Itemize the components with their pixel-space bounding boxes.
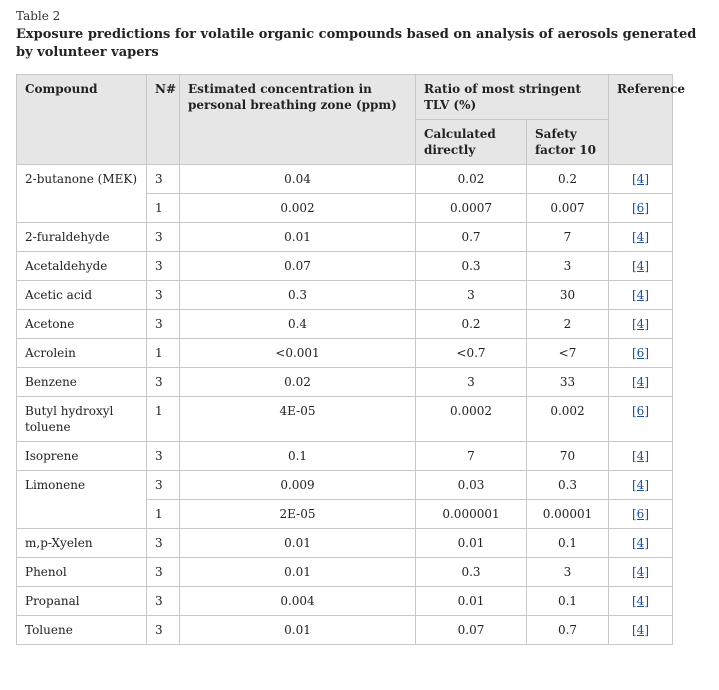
cell-compound: Isoprene xyxy=(17,442,147,471)
cell-reference xyxy=(609,339,673,368)
cell-concentration: 2E-05 xyxy=(180,500,416,529)
cell-reference xyxy=(609,529,673,558)
reference-link[interactable]: [4] xyxy=(632,172,649,186)
cell-n: 1 xyxy=(147,397,180,442)
cell-compound: 2-furaldehyde xyxy=(17,223,147,252)
table-row xyxy=(17,339,673,368)
cell-compound: Limonene xyxy=(17,471,147,529)
cell-reference xyxy=(609,616,673,645)
cell-reference xyxy=(609,252,673,281)
table-row xyxy=(17,587,673,616)
cell-reference xyxy=(609,471,673,500)
cell-safety-factor: <7 xyxy=(527,339,609,368)
cell-concentration: 0.1 xyxy=(180,442,416,471)
reference-link[interactable]: [4] xyxy=(632,230,649,244)
cell-concentration: 4E-05 xyxy=(180,397,416,442)
reference-link[interactable]: [4] xyxy=(632,623,649,637)
table-row xyxy=(17,368,673,397)
cell-concentration: 0.004 xyxy=(180,587,416,616)
table-row xyxy=(17,281,673,310)
cell-calculated-directly: 0.03 xyxy=(416,471,527,500)
table-row xyxy=(17,442,673,471)
cell-reference xyxy=(609,368,673,397)
cell-safety-factor: 0.2 xyxy=(527,165,609,194)
cell-safety-factor: 0.3 xyxy=(527,471,609,500)
cell-calculated-directly: 0.07 xyxy=(416,616,527,645)
cell-compound: Butyl hydroxyl toluene xyxy=(17,397,147,442)
cell-concentration: 0.01 xyxy=(180,558,416,587)
cell-compound: 2-butanone (MEK) xyxy=(17,165,147,223)
cell-compound: Acetone xyxy=(17,310,147,339)
table-row xyxy=(17,397,673,442)
cell-calculated-directly: 0.000001 xyxy=(416,500,527,529)
cell-reference xyxy=(609,397,673,442)
header-compound: Compound xyxy=(17,75,147,165)
header-calculated-directly: Calculated directly xyxy=(416,120,527,165)
header-n: N# xyxy=(147,75,180,165)
cell-concentration: 0.07 xyxy=(180,252,416,281)
cell-reference xyxy=(609,194,673,223)
table-row xyxy=(17,165,673,194)
table-row xyxy=(17,223,673,252)
reference-link[interactable]: [4] xyxy=(632,594,649,608)
cell-reference xyxy=(609,281,673,310)
cell-reference xyxy=(609,165,673,194)
cell-calculated-directly: 0.3 xyxy=(416,558,527,587)
cell-calculated-directly: 0.0002 xyxy=(416,397,527,442)
cell-n: 3 xyxy=(147,442,180,471)
cell-n: 1 xyxy=(147,194,180,223)
cell-compound: Propanal xyxy=(17,587,147,616)
cell-compound: Acetic acid xyxy=(17,281,147,310)
table-body xyxy=(17,165,673,645)
table-row xyxy=(17,529,673,558)
cell-n: 3 xyxy=(147,558,180,587)
cell-calculated-directly: <0.7 xyxy=(416,339,527,368)
reference-link[interactable]: [4] xyxy=(632,536,649,550)
reference-link[interactable]: [4] xyxy=(632,259,649,273)
cell-concentration: 0.009 xyxy=(180,471,416,500)
cell-compound: Acetaldehyde xyxy=(17,252,147,281)
cell-reference xyxy=(609,310,673,339)
cell-n: 3 xyxy=(147,310,180,339)
table-row xyxy=(17,471,673,500)
cell-compound: Phenol xyxy=(17,558,147,587)
table-caption: Exposure predictions for volatile organic compounds based on analysis of aerosols generated by volunteer vapers xyxy=(16,27,697,60)
cell-n: 3 xyxy=(147,587,180,616)
cell-n: 3 xyxy=(147,368,180,397)
reference-link[interactable]: [6] xyxy=(632,346,649,360)
cell-calculated-directly: 7 xyxy=(416,442,527,471)
cell-reference xyxy=(609,223,673,252)
reference-link[interactable]: [6] xyxy=(632,201,649,215)
reference-link[interactable]: [4] xyxy=(632,565,649,579)
cell-concentration: 0.02 xyxy=(180,368,416,397)
cell-n: 3 xyxy=(147,616,180,645)
cell-calculated-directly: 0.7 xyxy=(416,223,527,252)
cell-concentration: 0.01 xyxy=(180,616,416,645)
cell-compound: m,p-Xyelen xyxy=(17,529,147,558)
cell-concentration: <0.001 xyxy=(180,339,416,368)
cell-calculated-directly: 0.2 xyxy=(416,310,527,339)
cell-safety-factor: 0.002 xyxy=(527,397,609,442)
cell-calculated-directly: 0.02 xyxy=(416,165,527,194)
reference-link[interactable]: [6] xyxy=(632,507,649,521)
cell-n: 1 xyxy=(147,500,180,529)
cell-compound: Benzene xyxy=(17,368,147,397)
cell-calculated-directly: 0.01 xyxy=(416,529,527,558)
table-row xyxy=(17,252,673,281)
reference-link[interactable]: [4] xyxy=(632,375,649,389)
cell-safety-factor: 2 xyxy=(527,310,609,339)
header-ratio-tlv: Ratio of most stringent TLV (%) xyxy=(416,75,609,120)
reference-link[interactable]: [6] xyxy=(632,404,649,418)
cell-calculated-directly: 3 xyxy=(416,281,527,310)
cell-safety-factor: 70 xyxy=(527,442,609,471)
cell-safety-factor: 30 xyxy=(527,281,609,310)
cell-n: 3 xyxy=(147,252,180,281)
header-safety-factor: Safety factor 10 xyxy=(527,120,609,165)
cell-concentration: 0.01 xyxy=(180,223,416,252)
cell-reference xyxy=(609,587,673,616)
table-row xyxy=(17,616,673,645)
table-label: Table 2 xyxy=(16,9,61,23)
cell-n: 1 xyxy=(147,339,180,368)
cell-concentration: 0.3 xyxy=(180,281,416,310)
cell-safety-factor: 0.00001 xyxy=(527,500,609,529)
header-concentration: Estimated concentration in personal breathing zone (ppm) xyxy=(180,75,416,165)
cell-safety-factor: 3 xyxy=(527,252,609,281)
cell-reference xyxy=(609,500,673,529)
reference-link[interactable]: [4] xyxy=(632,288,649,302)
table-row xyxy=(17,310,673,339)
cell-calculated-directly: 0.0007 xyxy=(416,194,527,223)
cell-compound: Acrolein xyxy=(17,339,147,368)
header-reference: Reference xyxy=(609,75,673,165)
table-row xyxy=(17,558,673,587)
exposure-table xyxy=(16,74,686,645)
cell-concentration: 0.002 xyxy=(180,194,416,223)
cell-safety-factor: 3 xyxy=(527,558,609,587)
cell-calculated-directly: 0.01 xyxy=(416,587,527,616)
cell-reference xyxy=(609,558,673,587)
cell-n: 3 xyxy=(147,529,180,558)
cell-compound: Toluene xyxy=(17,616,147,645)
cell-safety-factor: 7 xyxy=(527,223,609,252)
cell-n: 3 xyxy=(147,471,180,500)
cell-concentration: 0.01 xyxy=(180,529,416,558)
cell-safety-factor: 33 xyxy=(527,368,609,397)
reference-link[interactable]: [4] xyxy=(632,478,649,492)
cell-n: 3 xyxy=(147,281,180,310)
cell-n: 3 xyxy=(147,223,180,252)
cell-calculated-directly: 0.3 xyxy=(416,252,527,281)
cell-reference xyxy=(609,442,673,471)
reference-link[interactable]: [4] xyxy=(632,449,649,463)
reference-link[interactable]: [4] xyxy=(632,317,649,331)
cell-calculated-directly: 3 xyxy=(416,368,527,397)
cell-n: 3 xyxy=(147,165,180,194)
cell-safety-factor: 0.007 xyxy=(527,194,609,223)
cell-concentration: 0.4 xyxy=(180,310,416,339)
cell-safety-factor: 0.7 xyxy=(527,616,609,645)
table-figure xyxy=(16,8,710,645)
cell-safety-factor: 0.1 xyxy=(527,587,609,616)
cell-safety-factor: 0.1 xyxy=(527,529,609,558)
cell-concentration: 0.04 xyxy=(180,165,416,194)
